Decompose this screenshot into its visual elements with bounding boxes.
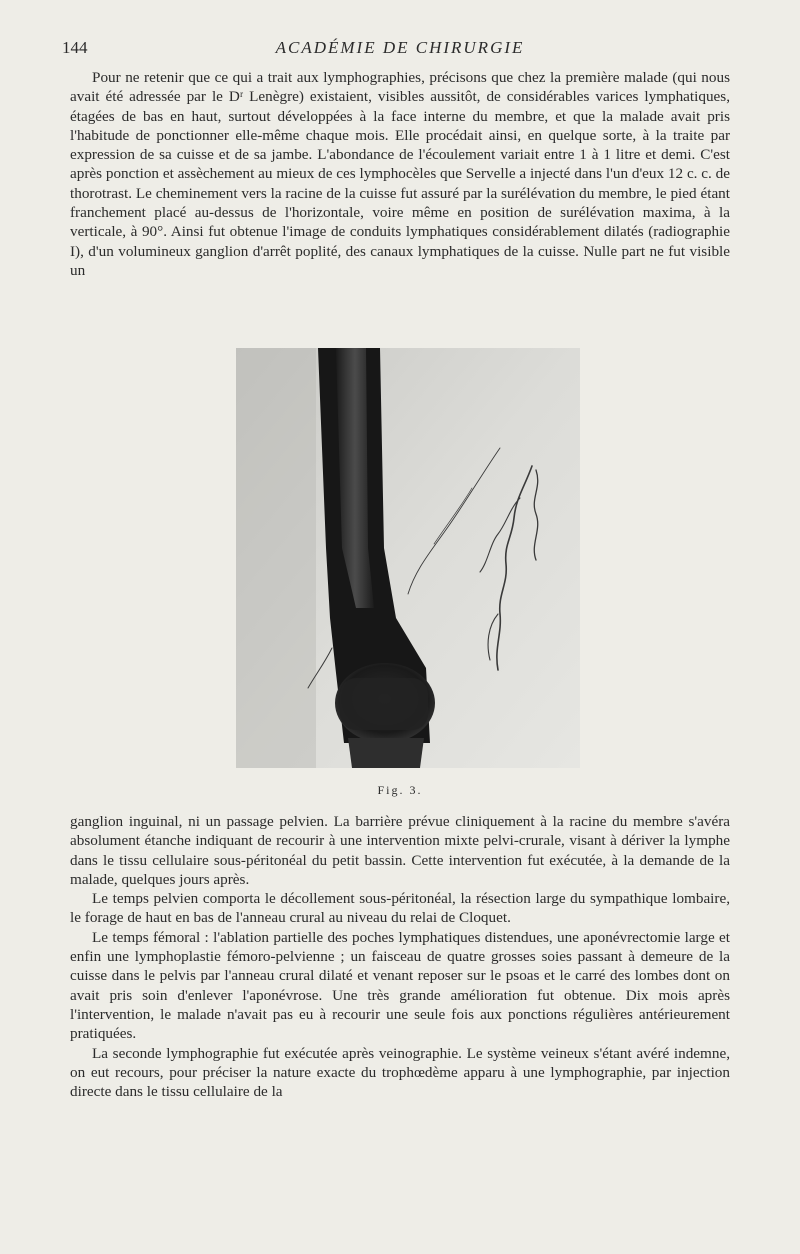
page-number: 144	[62, 38, 88, 57]
journal-title: ACADÉMIE DE CHIRURGIE	[275, 38, 525, 57]
radiograph-figure	[236, 348, 580, 768]
paragraph: Le temps fémoral : l'ablation partielle des poches lymphatiques distendues, une aponévrectomie large et enfin une lymphoplastie fémoro-pelvienne ; un faisceau de quatre grosses soies passant à demeure de la cuisse dans le pelvis par l'anneau crural dilaté et venant reposer sur le psoas et le carré des lombes dont on avait pris soin d'enlever l'aponévrose. Une très grande amélioration fut obtenue. Dix mois après l'intervention, le malade n'avait pas eu à recourir une seule fois aux ponctions régulières antérieurement pratiquées.	[70, 928, 730, 1043]
paragraph: Le temps pelvien comporta le décollement sous-péritonéal, la résection large du sympathique lombaire, le forage de haut en bas de l'anneau crural au niveau du relai de Cloquet.	[70, 890, 730, 927]
figure-caption: Fig. 3.	[377, 783, 423, 797]
radiograph-image	[236, 348, 580, 768]
paragraph: Pour ne retenir que ce qui a trait aux lymphographies, précisons que chez la première malade (qui nous avait été adressée par le Dʳ Lenègre) existaient, visibles aussitôt, de considérables varices lymphatiques, étagées de bas en haut, surtout développées à la face interne du membre, et que la malade avait pris l'habitude de ponctionner elle-même chaque mois. Elle procédait ainsi, en quelque sorte, à la traite par expression de sa cuisse et de sa jambe. L'abondance de l'écoulement variait entre 1 à 1 litre et demi. C'est après ponction et assèchement au mieux de ces lymphocèles que Servelle a injecté dans l'un d'eux 12 c. c. de thorotrast. Le cheminement vers la racine de la cuisse fut assuré par la surélévation du membre, le pied étant franchement placé au-dessus de l'horizontale, voire même en position de surélévation maxima, à la verticale, à 90°. Ainsi fut obtenue l'image de conduits lymphatiques considérablement dilatés (radiographie I), d'un volumineux ganglion d'arrêt poplité, des canaux lymphatiques de la cuisse. Nulle part ne fut visible un	[70, 69, 730, 279]
body-text-top	[70, 68, 730, 280]
body-text-bottom	[70, 812, 730, 1101]
running-head	[62, 38, 738, 62]
paragraph: La seconde lymphographie fut exécutée après veinographie. Le système veineux s'étant avéré indemne, on eut recours, pour préciser la nature exacte du trophœdème apparu à une lymphographie, par injection directe dans le tissu cellulaire de la	[70, 1044, 730, 1101]
paragraph: ganglion inguinal, ni un passage pelvien. La barrière prévue cliniquement à la racine du membre s'avéra absolument étanche indiquant de recourir à une intervention mixte pelvi-crurale, visant à dériver la lymphe dans le tissu cellulaire sous-péritonéal du petit bassin. Cette intervention fut exécutée, à la demande de la malade, quelques jours après.	[70, 813, 730, 888]
